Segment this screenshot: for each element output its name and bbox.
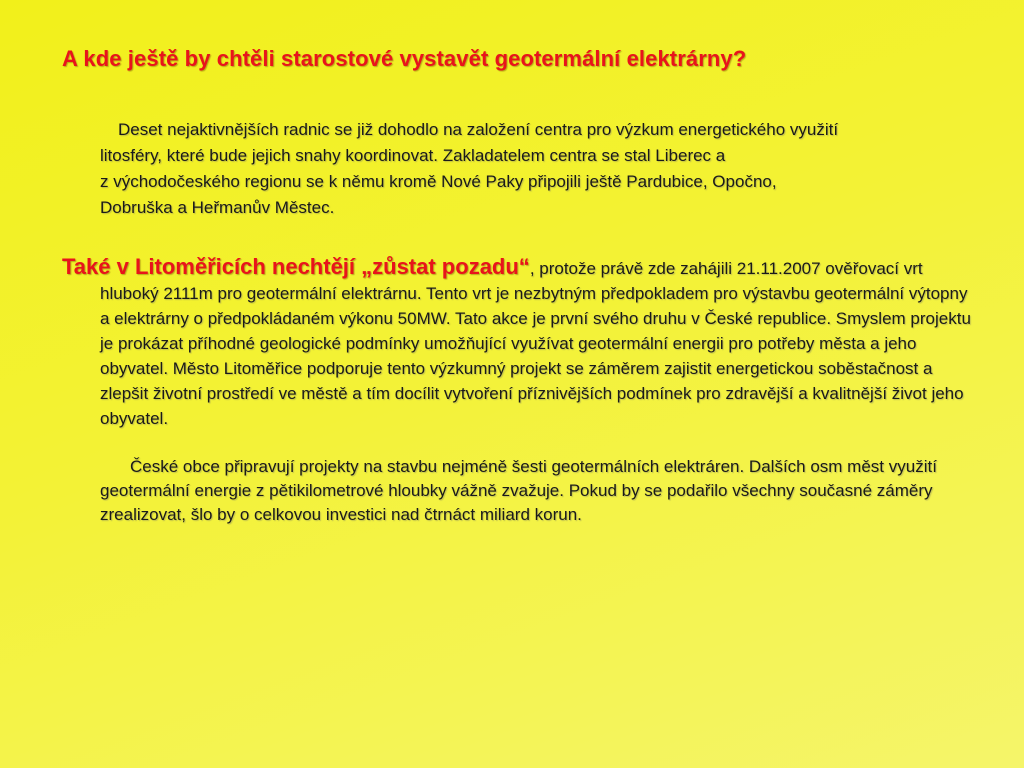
litomerice-section <box>62 254 977 431</box>
slide-title: A kde ještě by chtěli starostové vystavět geotermální elektrárny? <box>62 46 747 71</box>
section-heading: Také v Litoměřicích nechtějí „zůstat pozadu“ <box>62 254 530 279</box>
paragraph-line: z východočeského regionu se k němu kromě Nové Paky připojili ještě Pardubice, Opočno, <box>100 172 777 191</box>
paragraph-municipal-centre <box>100 117 970 221</box>
paragraph-czech-projects: České obce připravují projekty na stavbu nejméně šesti geotermálních elektráren. Dalších osm měst využití geotermální energie z pětikilometrové hloubky vážně zvažuje. Pokud by se podařilo všechny současné záměry zrealizovat, šlo by o celkovou investici nad čtrnáct miliard korun. <box>100 457 937 524</box>
paragraph-body: , protože právě zde zahájili 21.11.2007 ověřovací vrt hluboký 2111m pro geotermální elektrárnu. Tento vrt je nezbytným předpokladem pro výstavbu geotermální výtopny a elektrárny o předpokládaném výkonu 50MW. Tato akce je první svého druhu v České republice. Smyslem projektu je prokázat příhodné geologické podmínky umožňující využívat geotermální energii pro potřeby města a jeho obyvatel. Město Litoměřice podporuje tento výzkumný projekt se záměrem zajistit energetickou soběstačnost a zlepšit životní prostředí ve městě a tím docílit vytvoření příznivějších podmínek pro zdravější a kvalitnější život jeho obyvatel. <box>100 259 971 428</box>
paragraph-litomerice <box>62 254 977 431</box>
paragraph-line: Dobruška a Heřmanův Městec. <box>100 198 335 217</box>
paragraph-line: litosféry, které bude jejich snahy koordinovat. Zakladatelem centra se stal Liberec a <box>100 146 726 165</box>
paragraph-line <box>100 117 970 143</box>
paragraph-line-text: Deset nejaktivnějších radnic se již dohodlo na založení centra pro výzkum energetického využití <box>118 120 839 139</box>
